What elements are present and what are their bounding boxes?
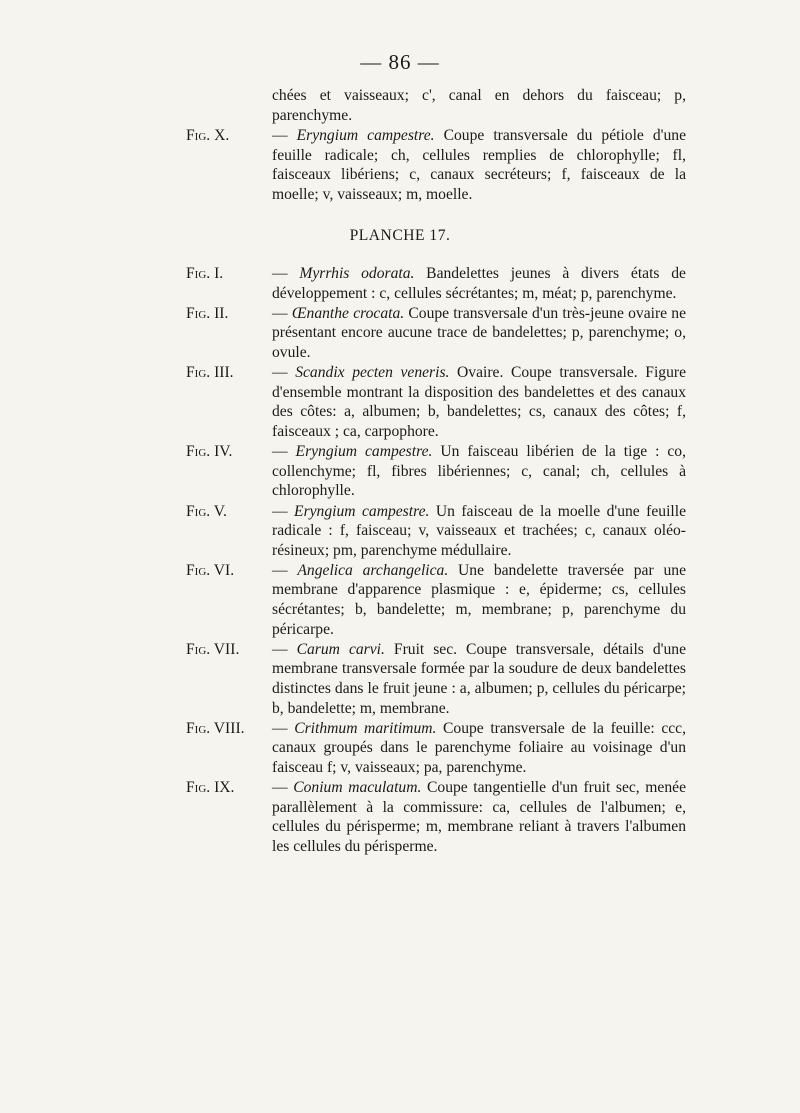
- planche-title: PLANCHE 17.: [349, 227, 451, 244]
- figure-list: [186, 264, 687, 857]
- figure-species: Carum carvi.: [296, 640, 385, 658]
- figure-dash: —: [272, 779, 294, 797]
- figure-dash: —: [272, 304, 292, 322]
- figure-text: Un faisceau de la moelle d'une feuille radicale : f, faisceau; v, vaisseaux et trachées; c, canaux oléo-résineux; pm, parenchyme médullaire.: [272, 502, 687, 559]
- fig-x-label: Fig. X.: [186, 127, 230, 144]
- figure-dash: —: [272, 364, 296, 382]
- figure-species: Crithmum maritimum.: [294, 719, 437, 737]
- figure-dash: —: [272, 719, 295, 737]
- figure-species: Œnanthe crocata.: [291, 304, 405, 322]
- figure-species: Angelica archangelica.: [297, 561, 449, 579]
- figure-label: Fig. III.: [186, 364, 234, 382]
- figure-species: Eryngium campestre.: [295, 443, 433, 461]
- figure-text: Coupe transversale de la feuille: ccc, canaux groupés dans le parenchyme foliaire au voisinage d'un faisceau f; v, vaisseaux; pa, parenchyme.: [272, 719, 686, 776]
- figure-dash: —: [272, 265, 300, 282]
- figure-label: Fig. II.: [186, 304, 229, 322]
- figure-species: Conium maculatum.: [293, 779, 422, 797]
- continuation-paragraph: chées et vaisseaux; c', canal en dehors du faisceau; p, parenchyme.: [272, 87, 686, 124]
- figure-label: Fig. I.: [186, 265, 224, 282]
- figure-label: Fig. VI.: [186, 561, 235, 579]
- figure-entry-7: [186, 640, 686, 718]
- figure-label: Fig. IV.: [186, 443, 233, 461]
- figure-dash: —: [272, 640, 297, 658]
- figure-entry-1: [186, 264, 686, 303]
- figure-text: Fruit sec. Coupe transversale, détails d'une membrane transversale formée par la soudure de deux bandelettes distinctes dans le fruit jeune : a, albumen; p, cellules du péricarpe; b, bandelette; m, membrane.: [272, 640, 686, 717]
- figure-dash: —: [272, 502, 295, 520]
- figure-entry-8: [186, 719, 686, 778]
- figure-label: Fig. IX.: [186, 779, 235, 797]
- figure-text: Coupe transversale d'un très-jeune ovaire ne présentant encore aucune trace de bandelettes; p, parenchyme; o, ovule.: [272, 304, 686, 361]
- figure-species: Eryngium campestre.: [294, 502, 430, 520]
- fig-x-dash: —: [272, 127, 297, 144]
- figure-entry-4: [186, 442, 686, 501]
- figure-text: Coupe tangentielle d'un fruit sec, menée parallèlement à la commissure: ca, cellules de l'albumen; e, cellules du périsperme; m, membrane reliant à travers l'albumen les cellules du périsperme.: [272, 779, 686, 855]
- figure-dash: —: [272, 561, 298, 579]
- figure-label: Fig. VII.: [186, 640, 240, 658]
- figure-label: Fig. V.: [186, 502, 227, 520]
- figure-species: Myrrhis odorata.: [299, 265, 415, 282]
- figure-entry-9: [186, 778, 686, 856]
- fig-x-text: Coupe transversale du pétiole d'une feuille radicale; ch, cellules remplies de chlorophylle; fl, faisceaux libériens; c, canaux secréteurs; f, faisceaux de la moelle; v, vaisseaux; m, moelle.: [272, 127, 686, 203]
- figure-text: Une bandelette traversée par une membrane d'apparence plasmique : e, épiderme; cs, cellules sécrétantes; b, bandelette; m, membrane; p, parenchyme du péricarpe.: [272, 561, 686, 638]
- figure-text: Un faisceau libérien de la tige : co, collenchyme; fl, fibres libériennes; c, canal; ch, cellules à chlorophylle.: [272, 443, 686, 500]
- figure-entry-6: [186, 561, 686, 639]
- fig-x-species: Eryngium campestre.: [296, 127, 435, 144]
- figure-label: Fig. VIII.: [186, 719, 245, 737]
- figure-text: Bandelettes jeunes à divers états de développement : c, cellules sécrétantes; m, méat; p, parenchyme.: [272, 265, 686, 302]
- figure-dash: —: [272, 443, 296, 461]
- figure-entry-3: [186, 363, 687, 441]
- figure-text: Ovaire. Coupe transversale. Figure d'ensemble montrant la disposition des bandelettes et des canaux des côtes: a, albumen; b, bandelettes; cs, canaux des côtes; f, faisceaux ; ca, carpophore.: [272, 364, 687, 440]
- fig-x-entry: [186, 126, 686, 204]
- figure-entry-2: [186, 304, 686, 363]
- figure-species: Scandix pecten veneris.: [295, 364, 450, 382]
- page-number: — 86 —: [360, 50, 440, 74]
- figure-entry-5: [186, 502, 687, 561]
